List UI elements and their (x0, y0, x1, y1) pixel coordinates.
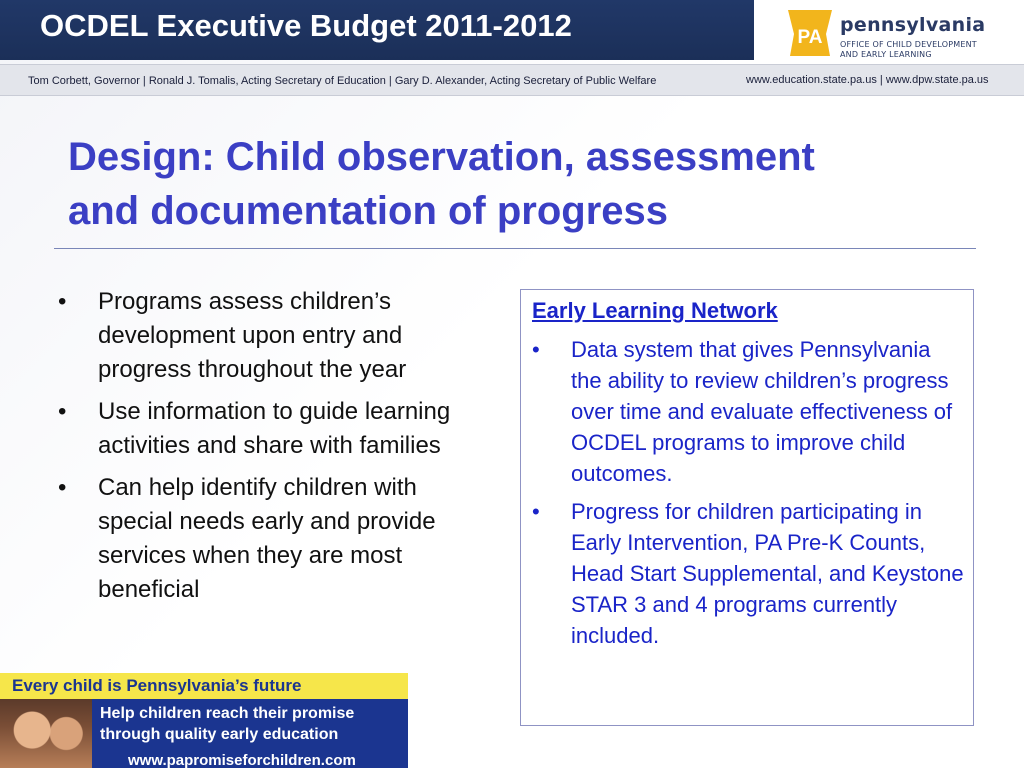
list-item-text: Programs assess children’s development upon entry and progress throughout the year (98, 288, 407, 383)
title-divider (54, 248, 976, 249)
early-learning-network-box (520, 289, 974, 726)
banner-headline-strip (0, 673, 408, 699)
header-bar (0, 0, 754, 60)
slide-title-line1: Design: Child observation, assessment (68, 135, 815, 179)
bullet-icon: • (58, 288, 67, 315)
logo-subtitle (840, 40, 977, 60)
bullet-icon: • (532, 337, 540, 362)
network-heading: Early Learning Network (532, 298, 778, 323)
slide-title-line2: and documentation of progress (68, 189, 669, 233)
banner-url: www.papromiseforchildren.com (128, 752, 356, 768)
banner-text-line1: Help children reach their promise (100, 705, 355, 722)
children-photo (0, 699, 92, 768)
logo-subtitle-line1: OFFICE OF CHILD DEVELOPMENT (840, 40, 977, 49)
list-item (58, 395, 498, 463)
logo-subtitle-line2: AND EARLY LEARNING (840, 50, 932, 59)
banner-headline: Every child is Pennsylvania’s future (12, 676, 302, 695)
list-item-text: Data system that gives Pennsylvania the ability to review children’s progress over time and evaluate effectiveness of OCDEL programs to improve child outcomes. (571, 337, 953, 486)
list-item (58, 471, 498, 607)
list-item-text: Progress for children participating in Early Intervention, PA Pre-K Counts, Head Start Supplemental, and Keystone STAR 3 and 4 programs currently included. (571, 499, 964, 648)
list-item (58, 285, 498, 387)
header-title: OCDEL Executive Budget 2011-2012 (40, 8, 572, 43)
list-item-text: Can help identify children with special needs early and provide services when they are most beneficial (98, 474, 436, 603)
credits-bar (0, 64, 1024, 96)
bullet-icon: • (58, 398, 67, 425)
websites-credits: www.education.state.pa.us | www.dpw.state.pa.us (746, 74, 989, 86)
list-item (532, 334, 964, 489)
svg-text:PA: PA (797, 27, 823, 48)
left-bullet-list (58, 285, 498, 615)
logo-wordmark: pennsylvania (840, 14, 986, 36)
promise-banner (0, 673, 408, 768)
bullet-icon: • (58, 474, 67, 501)
network-bullet-list (532, 334, 964, 658)
banner-text-line2: through quality early education (100, 726, 339, 743)
slide-title (68, 130, 968, 238)
bullet-icon: • (532, 499, 540, 524)
keystone-logo-icon (786, 8, 834, 58)
list-item (532, 496, 964, 651)
list-item-text: Use information to guide learning activities and share with families (98, 398, 451, 459)
officials-credits: Tom Corbett, Governor | Ronald J. Tomalis, Acting Secretary of Education | Gary D. Alexander, Acting Secretary of Public Welfare (28, 75, 657, 87)
